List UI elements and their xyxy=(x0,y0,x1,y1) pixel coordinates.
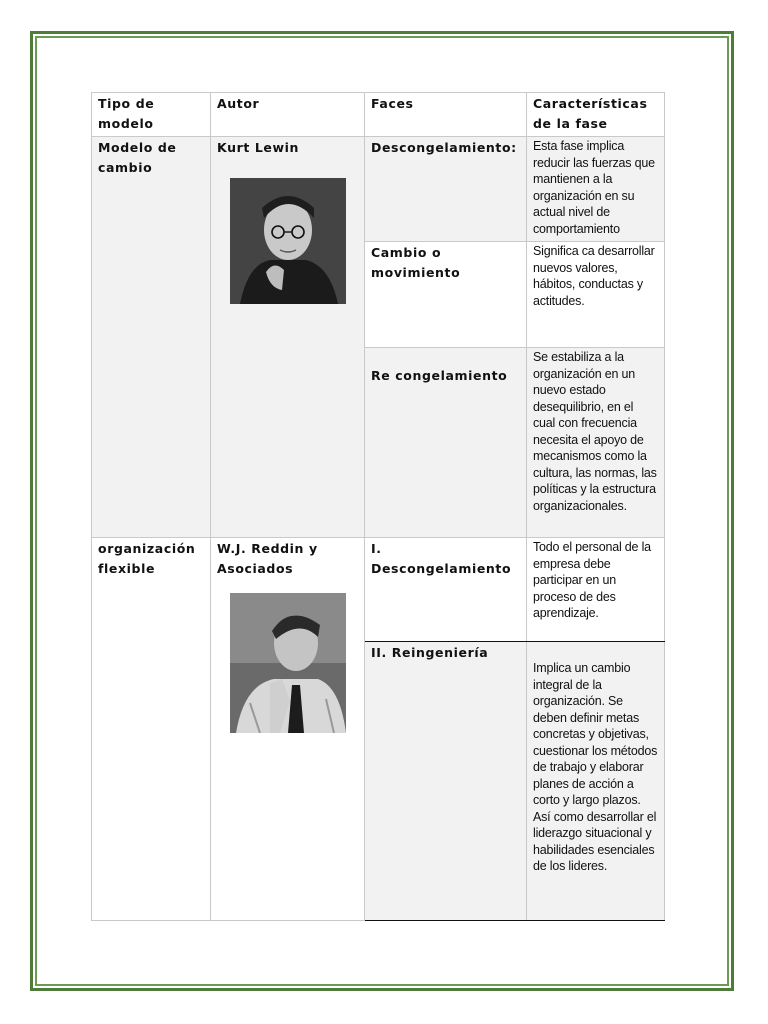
phase-name: Re congelamiento xyxy=(365,348,527,538)
portrait-photo xyxy=(230,178,346,304)
phase-name: I. Descongelamiento xyxy=(365,538,527,642)
author-cell xyxy=(211,538,365,921)
model-type-cell: Modelo de cambio xyxy=(92,137,211,538)
phase-name: Descongelamiento: xyxy=(365,137,527,242)
models-table xyxy=(91,92,665,921)
phase-name: II. Reingeniería xyxy=(365,642,527,921)
phase-name: Cambio o movimiento xyxy=(365,242,527,348)
header-caracteristicas: Características de la fase xyxy=(527,93,665,137)
table-row xyxy=(92,137,665,242)
portrait-photo xyxy=(230,593,346,733)
phase-description: Esta fase implica reducir las fuerzas que mantienen a la organización en su actual nivel de comportamiento xyxy=(527,137,665,242)
header-autor: Autor xyxy=(211,93,365,137)
table-header-row xyxy=(92,93,665,137)
phase-description: Significa ca desarrollar nuevos valores, hábitos, conductas y actitudes. xyxy=(527,242,665,348)
header-tipo: Tipo de modelo xyxy=(92,93,211,137)
model-type-cell: organización flexible xyxy=(92,538,211,921)
phase-description: Todo el personal de la empresa debe participar en un proceso de des aprendizaje. xyxy=(527,538,665,642)
author-cell xyxy=(211,137,365,538)
phase-description: Se estabiliza a la organización en un nuevo estado desequilibrio, en el cual con frecuencia necesita el apoyo de mecanismos como la cultura, las normas, las políticas y la estructura organizacionales. xyxy=(527,348,665,538)
phase-description: Implica un cambio integral de la organización. Se deben definir metas concretas y objetivas, cuestionar los métodos de trabajo y elaborar planes de acción a corto y largo plazos. Así como desarrollar el liderazgo situacional y habilidades esenciales de los lideres. xyxy=(527,642,665,921)
author-name: Kurt Lewin xyxy=(217,140,300,155)
author-name: W.J. Reddin y Asociados xyxy=(217,541,318,576)
header-faces: Faces xyxy=(365,93,527,137)
table-row xyxy=(92,538,665,642)
